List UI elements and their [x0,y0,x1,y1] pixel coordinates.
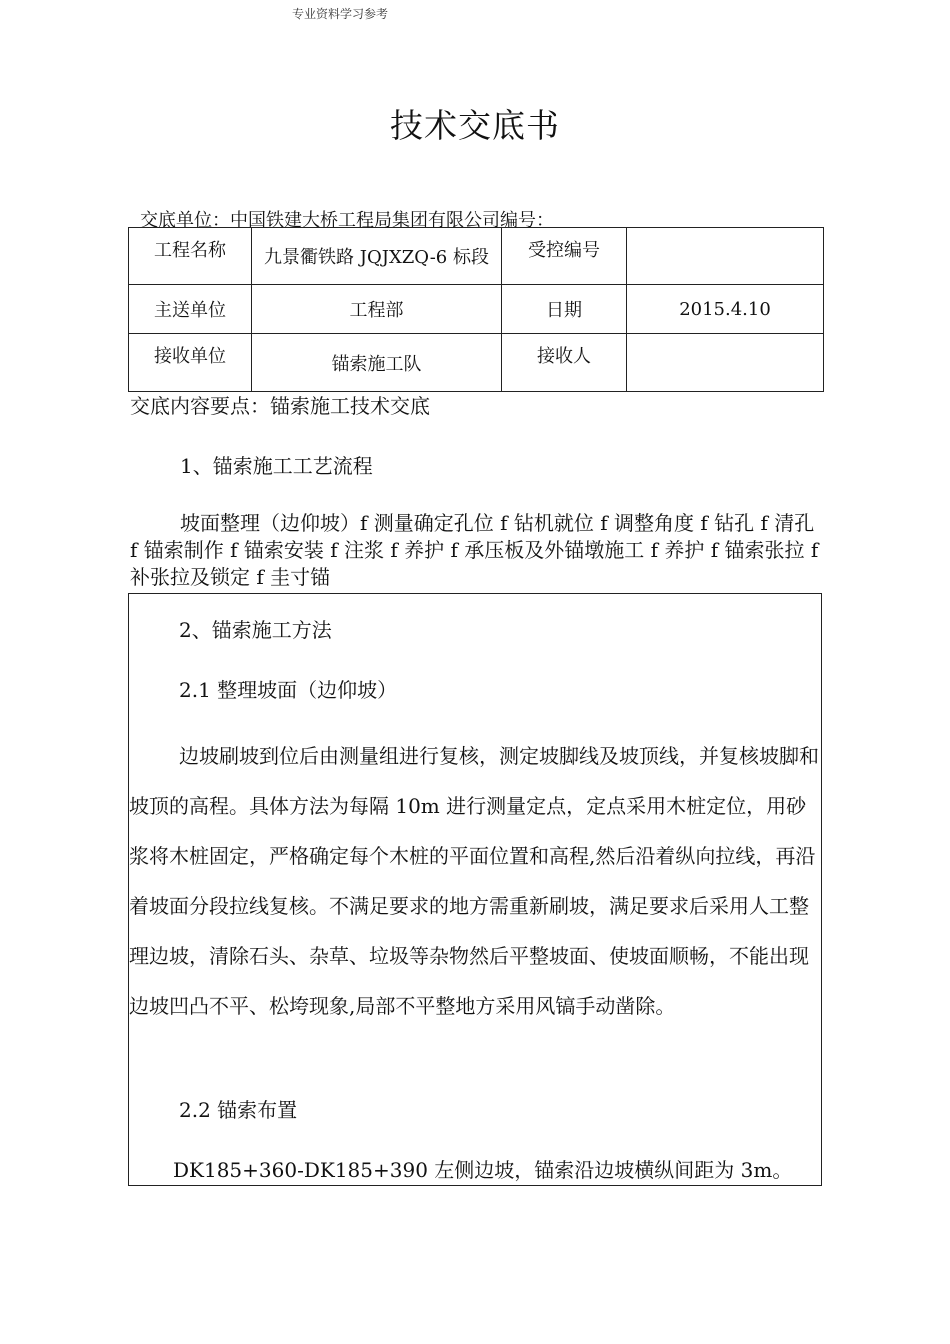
content-box [128,593,822,1186]
date-label: 日期 [502,285,627,334]
section1-title: 1、锚索施工工艺流程 [180,454,373,478]
table-row [129,285,824,334]
control-no-label: 受控编号 [502,228,627,285]
section2-2-body: DK185+360-DK185+390 左侧边坡，锚索沿边坡横纵间距为 3m。 [173,1158,793,1182]
section2-title: 2、锚索施工方法 [179,618,332,642]
section2-1-title: 2.1 整理坡面（边仰坡） [179,678,398,702]
info-table [128,227,824,392]
receiver-label: 接收人 [502,334,627,392]
receiver-unit-label: 接收单位 [129,334,252,392]
document-title: 技术交底书 [390,106,560,145]
process-flow-text: 坡面整理（边仰坡）f 测量确定孔位 f 钻机就位 f 调整角度 f 钻孔 f 清孔 f 锚索制作 f 锚索安装 f 注浆 f 养护 f 承压板及外锚墩施工 f 养护 f 锚索张拉 f 补张拉及锁定 f 圭寸锚 [130,511,819,589]
receiver-value [627,334,824,392]
section2-2-title: 2.2 锚索布置 [179,1098,298,1122]
control-no-value [627,228,824,285]
receiver-unit-value: 锚索施工队 [252,334,502,392]
table-row [129,334,824,392]
project-name-value: 九景衢铁路 JQJXZQ-6 标段 [252,228,502,285]
project-name-label: 工程名称 [129,228,252,285]
summary-line: 交底内容要点：锚索施工技术交底 [130,394,430,418]
section2-1-body: 边坡刷坡到位后由测量组进行复核，测定坡脚线及坡顶线，并复核坡脚和坡顶的高程。具体方法为每隔 10m 进行测量定点，定点采用木桩定位，用砂浆将木桩固定，严格确定每个木桩的平面位置和高程,然后沿着纵向拉线，再沿着坡面分段拉线复核。不满足要求的地方需重新刷坡，满足要求后采用人工整理边坡，清除石头、杂草、垃圾等杂物然后平整坡面、使坡面顺畅，不能出现边坡凹凸不平、松垮现象,局部不平整地方采用风镐手动凿除。 [129,744,819,1018]
date-value: 2015.4.10 [627,285,824,334]
sender-value: 工程部 [252,285,502,334]
header-note: 专业资料学习参考 [292,7,389,21]
sender-label: 主送单位 [129,285,252,334]
table-row [129,228,824,285]
issuing-unit-line: 交底单位：中国铁建大桥工程局集团有限公司编号： [140,210,554,231]
